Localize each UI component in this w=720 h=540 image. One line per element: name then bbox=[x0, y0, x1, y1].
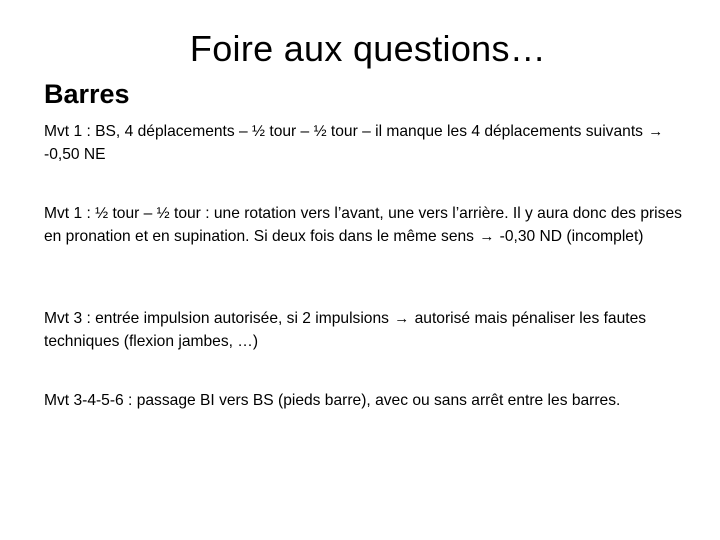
paragraph-text: -0,50 NE bbox=[44, 145, 106, 163]
right-arrow-icon: → bbox=[648, 123, 664, 140]
paragraph-text: -0,30 ND (incomplet) bbox=[495, 227, 644, 245]
faq-paragraph bbox=[44, 121, 684, 166]
right-arrow-icon: → bbox=[479, 227, 495, 245]
paragraph-text: Mvt 1 : BS, 4 déplacements – ½ tour – ½ tour – il manque les 4 déplacements suivants bbox=[44, 123, 643, 140]
paragraph-text: Mvt 3-4-5-6 : passage BI vers BS (pieds barre), avec ou sans arrêt entre les barres. bbox=[44, 392, 621, 409]
section-heading: Barres bbox=[44, 79, 130, 109]
paragraph-text: autorisé mais pénaliser les fautes techniques (flexion jambes, …) bbox=[44, 310, 647, 350]
paragraph-text: Mvt 3 : entrée impulsion autorisée, si 2 impulsions bbox=[44, 310, 389, 327]
faq-paragraph bbox=[44, 203, 684, 248]
slide-title: Foire aux questions… bbox=[189, 28, 547, 69]
faq-paragraph bbox=[44, 390, 684, 413]
paragraph-text: Mvt 1 : ½ tour – ½ tour : une rotation vers l’avant, une vers l’arrière. Il y aura donc des prises en pronation et en supination. Si deux fois dans le même sens bbox=[44, 205, 682, 245]
right-arrow-icon: → bbox=[394, 310, 410, 327]
faq-paragraph bbox=[44, 308, 684, 353]
